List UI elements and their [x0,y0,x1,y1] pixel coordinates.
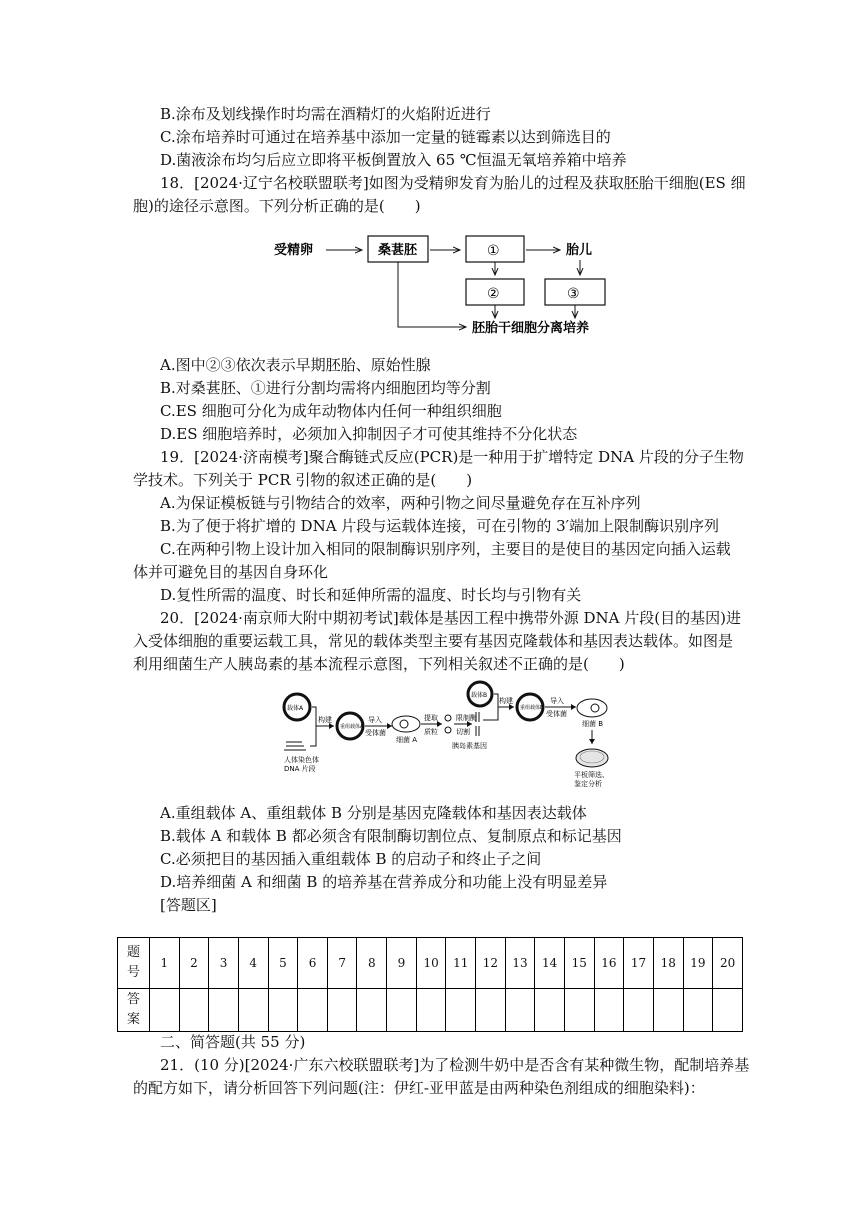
gene-fragments-icon [476,712,479,736]
row1-header-char2: 号 [126,965,140,980]
number-cell: 7 [327,938,357,989]
q20-stem-line2: 入受体细胞的重要运载工具，常见的载体类型主要有基因克隆载体和基因表达载体。如图是 [133,632,734,650]
number-cell: 12 [476,938,506,989]
row2-header [118,989,150,1032]
zygote-label: 受精卵 [274,243,314,258]
box-2-label: ② [487,286,500,302]
insulin-gene-label: 胰岛素基因 [452,742,487,750]
q20-stem-line1: 20．[2024·南京师大附中期初考试]载体是基因工程中携带外源 DNA 片段(目的基因)进 [160,609,741,627]
extract-label: 提取 [424,714,438,722]
import-label-1: 导入 [368,716,382,724]
number-cell: 10 [416,938,446,989]
import-label-2: 导入 [550,697,564,705]
answer-area-label: [答题区] [160,896,217,914]
q20-stem-line3: 利用细菌生产人胰岛素的基本流程示意图，下列相关叙述不正确的是( ) [133,655,625,673]
answer-cell[interactable] [594,989,624,1032]
box-1-label: ① [487,243,500,259]
row2-header-char1: 答 [126,992,140,1007]
answer-cell[interactable] [179,989,209,1032]
answer-cell[interactable] [476,989,506,1032]
human-dna-label-1: 人体染色体 [284,756,319,764]
answer-cell[interactable] [150,989,180,1032]
fetus-label: 胎儿 [566,243,593,258]
bacteria-b-label: 细菌 B [582,720,604,728]
vector-a-label: 载体A [287,705,304,712]
answer-cell[interactable] [238,989,268,1032]
number-cell: 19 [683,938,713,989]
restriction-label: 限制酶 [456,714,477,722]
number-cell: 13 [505,938,535,989]
recipient-label-1: 受体菌 [365,729,386,737]
number-cell: 5 [268,938,298,989]
human-dna-label-2: DNA 片段 [284,765,316,773]
number-cell: 2 [179,938,209,989]
q18-option-a: A.图中②③依次表示早期胚胎、原始性腺 [160,356,431,374]
q21-stem-line1: 21．(10 分)[2024·广东六校联盟联考]为了检测牛奶中是否含有某种微生物，配制培养基 [160,1056,750,1074]
answer-cell[interactable] [387,989,417,1032]
q18-stem-line1: 18．[2024·辽宁名校联盟联考]如图为受精卵发育为胎儿的过程及获取胚胎干细胞(ES 细 [160,174,746,192]
answer-cell[interactable] [653,989,683,1032]
number-cell: 20 [713,938,743,989]
q19-option-c-line1: C.在两种引物上设计加入相同的限制酶识别序列，主要目的是使目的基因定向插入运载 [160,540,731,558]
construct-label-2: 构建 [499,697,513,705]
recombinant-b-label: 重组载体B [520,705,544,711]
number-cell: 17 [624,938,654,989]
q20-option-b: B.载体 A 和载体 B 都必须含有限制酶切割位点、复制原点和标记基因 [160,827,622,845]
plate-label-1: 平板筛选、 [574,771,609,779]
number-cell: 15 [564,938,594,989]
vector-b-label: 载体B [471,692,488,699]
answer-cell[interactable] [683,989,713,1032]
q20-option-d: D.培养细菌 A 和细菌 B 的培养基在营养成分和功能上没有明显差异 [160,873,608,891]
answer-cell[interactable] [564,989,594,1032]
q19-stem-line2: 学技术。下列关于 PCR 引物的叙述正确的是( ) [133,471,473,489]
plasmid-label: 质粒 [424,728,438,736]
q18-option-d: D.ES 细胞培养时，必须加入抑制因子才可使其维持不分化状态 [160,425,578,443]
number-cell: 11 [446,938,476,989]
answer-cell[interactable] [209,989,239,1032]
number-cell: 4 [238,938,268,989]
bacteria-a-icon [392,716,420,732]
number-cell: 18 [653,938,683,989]
q18-option-b: B.对桑葚胚、①进行分割均需将内细胞团均等分割 [160,379,491,397]
answer-cell[interactable] [268,989,298,1032]
number-cell: 8 [357,938,387,989]
cut-label: 切割 [456,728,470,736]
petri-plate-icon [576,749,608,767]
answer-cell[interactable] [713,989,743,1032]
question-number-row [118,938,743,989]
box-3-label: ③ [567,286,580,302]
construct-label-1: 构建 [318,716,332,724]
q17-option-b: B.涂布及划线操作时均需在酒精灯的火焰附近进行 [160,105,491,123]
number-cell: 3 [209,938,239,989]
answer-cell[interactable] [505,989,535,1032]
q20-option-c: C.必须把目的基因插入重组载体 B 的启动子和终止子之间 [160,850,542,868]
number-cell: 1 [150,938,180,989]
answer-cell[interactable] [446,989,476,1032]
q19-option-a: A.为保证模板链与引物结合的效率，两种引物之间尽量避免存在互补序列 [160,494,641,512]
number-cell: 16 [594,938,624,989]
q18-diagram [270,228,630,340]
q18-option-c: C.ES 细胞可分化为成年动物体内任何一种组织细胞 [160,402,502,420]
answer-cell[interactable] [327,989,357,1032]
q18-stem-line2: 胞)的途径示意图。下列分析正确的是( ) [133,197,421,215]
q17-option-d: D.菌液涂布均匀后应立即将平板倒置放入 65 ℃恒温无氧培养箱中培养 [160,151,627,169]
es-culture-label: 胚胎干细胞分离培养 [472,321,590,336]
answer-table [117,937,743,1032]
number-cell: 9 [387,938,417,989]
morula-label: 桑葚胚 [378,243,418,258]
answer-cell[interactable] [535,989,565,1032]
answer-cell[interactable] [357,989,387,1032]
q17-option-c: C.涂布培养时可通过在培养基中添加一定量的链霉素以达到筛选目的 [160,128,611,146]
dna-fragment-icon [284,742,306,750]
answer-cell[interactable] [416,989,446,1032]
recipient-label-2: 受体菌 [546,710,567,718]
bacteria-b-icon [577,699,607,717]
row1-header [118,938,150,989]
q19-stem-line1: 19．[2024·济南模考]聚合酶链式反应(PCR)是一种用于扩增特定 DNA 片段的分子生物 [160,448,744,466]
plate-label-2: 鉴定分析 [574,780,602,788]
recombinant-a-label: 重组载体A [340,724,364,730]
number-cell: 6 [298,938,328,989]
q21-stem-line2: 的配方如下，请分析回答下列问题(注：伊红-亚甲蓝是由两种染色剂组成的细胞染料)： [133,1079,705,1097]
q20-diagram [280,680,640,792]
answer-row [118,989,743,1032]
answer-cell[interactable] [624,989,654,1032]
q20-option-a: A.重组载体 A、重组载体 B 分别是基因克隆载体和基因表达载体 [160,804,587,822]
number-cell: 14 [535,938,565,989]
row2-header-char2: 案 [126,1012,140,1027]
bacteria-a-label: 细菌 A [396,736,418,744]
q19-option-d: D.复性所需的温度、时长和延伸所需的温度、时长均与引物有关 [160,586,582,604]
q19-option-b: B.为了便于将扩增的 DNA 片段与运载体连接，可在引物的 3′端加上限制酶识别序列 [160,517,720,535]
section2-title: 二、简答题(共 55 分) [160,1033,306,1051]
q19-option-c-line2: 体并可避免目的基因自身环化 [133,563,329,581]
answer-cell[interactable] [298,989,328,1032]
row1-header-char1: 题 [126,945,140,960]
